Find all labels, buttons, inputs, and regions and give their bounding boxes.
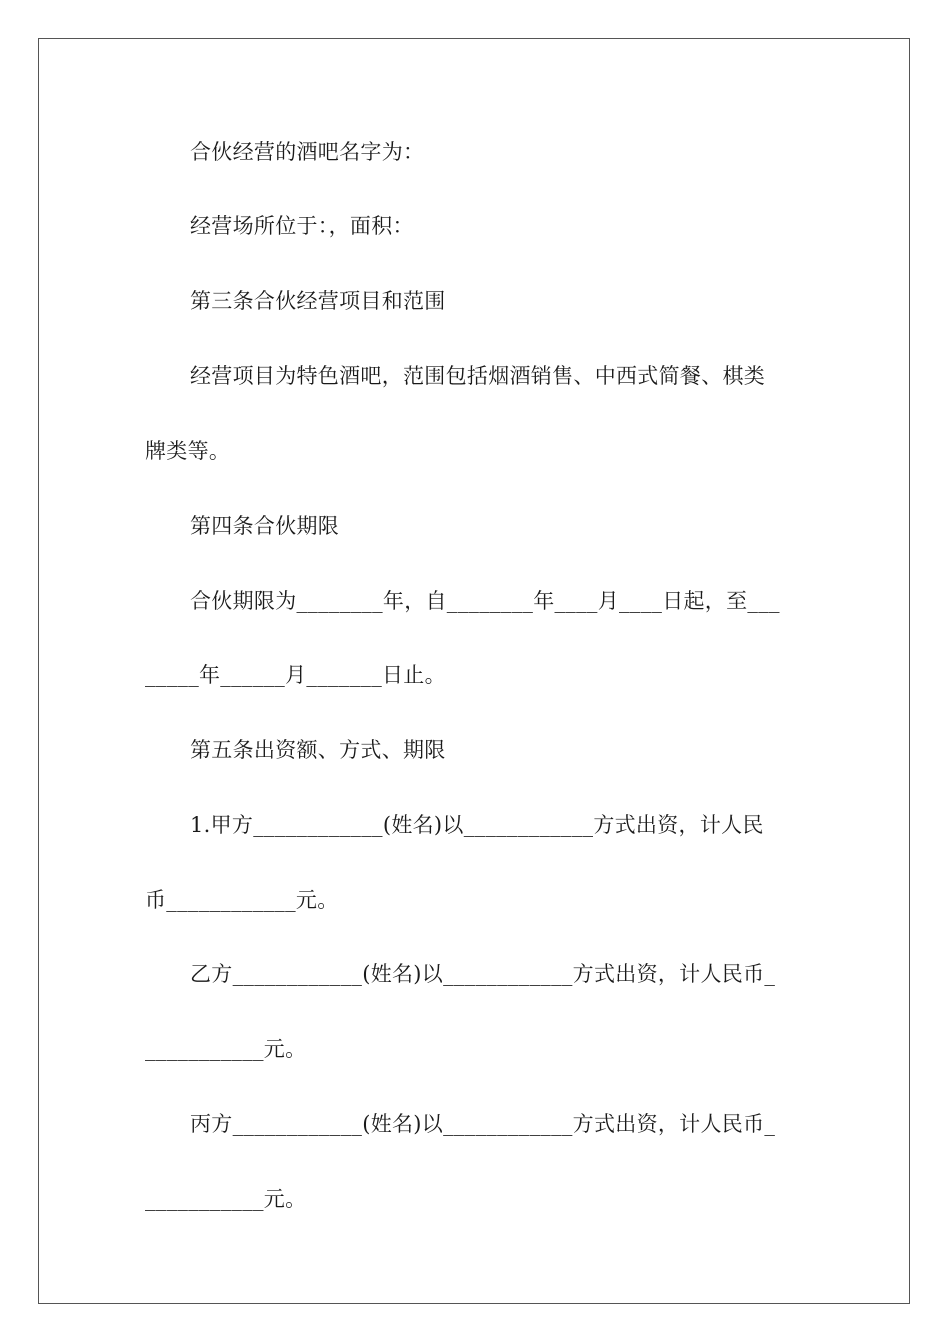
article-4-heading: 第四条合伙期限 <box>190 514 340 538</box>
term-line-1: 合伙期限为________年，自________年____月____日起，至___ <box>190 589 780 613</box>
term-line-2: _____年______月_______日止。 <box>145 663 446 687</box>
party-b-line-1: 乙方____________(姓名)以____________方式出资，计人民币_ <box>190 962 776 986</box>
article-5-heading: 第五条出资额、方式、期限 <box>190 738 446 762</box>
party-b-line-2: ___________元。 <box>145 1037 307 1061</box>
party-c-line-1: 丙方____________(姓名)以____________方式出资，计人民币_ <box>190 1112 776 1136</box>
bar-name-line: 合伙经营的酒吧名字为： <box>190 140 425 164</box>
article-3-heading: 第三条合伙经营项目和范围 <box>190 289 446 313</box>
party-a-line-1: 1.甲方____________(姓名)以____________方式出资，计人民 <box>190 813 764 837</box>
party-a-line-2: 币____________元。 <box>145 888 339 912</box>
party-c-line-2: ___________元。 <box>145 1187 307 1211</box>
business-scope-line-1: 经营项目为特色酒吧，范围包括烟酒销售、中西式简餐、棋类 <box>190 364 766 388</box>
business-scope-line-2: 牌类等。 <box>145 439 231 463</box>
location-area-line: 经营场所位于：，面积： <box>190 214 414 238</box>
